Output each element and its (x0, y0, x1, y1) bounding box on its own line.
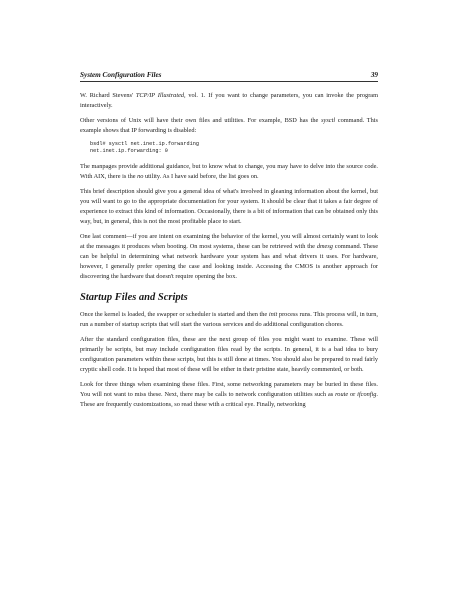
text-run: command. This example shows that IP forwarding is disabled: (80, 117, 378, 134)
book-title: TCP/IP Illustrated (135, 92, 185, 99)
text-run: Look for three things when examining these files. First, some networking parameters may be buried in these files. You will not want to miss these. Next, there may be calls to network configuration utilities such as (80, 381, 378, 398)
command-name: sysctl (321, 117, 336, 124)
text-run: process runs. This process will, in turn, run a number of startup scripts that will start the various services and do additional configuration chores. (80, 311, 379, 328)
command-name: route (335, 391, 349, 398)
text-run: Other versions of Unix will have their own files and utilities. For example, BSD has the (80, 117, 322, 124)
text-run: , vol. 1. If you want to change parameters, you can invoke the program interactively. (80, 92, 378, 109)
paragraph-6 (80, 310, 378, 330)
text-run: command. These can be helpful in determining what network hardware your system has and what drivers it uses. For hardware, however, I generally prefer opening the case and looking inside. Accessing the CMOS is another approach for discovering the hardware that doesn't require opening the box. (80, 243, 378, 280)
text-run: or (348, 391, 358, 398)
text-run: Once the kernel is loaded, the swapper or scheduler is started and then the (80, 311, 269, 318)
text-run: The manpages provide additional guidance, but to know what to change, you may have to delve into the source code. With AIX, there is the (80, 163, 378, 180)
paragraph-4: This brief description should give you a general idea of what's involved in gleaning information about the kernel, but you will want to go to the appropriate documentation for your system. It should be clear that it takes a fair degree of experience to extract this kind of information. Occasionally, there is a bit of information that can be obtained only this way, but, in general, this is not the most profitable place to start. (80, 188, 378, 225)
section-heading: Startup Files and Scripts (80, 292, 188, 303)
command-name: init (268, 311, 278, 318)
paragraph-8 (80, 380, 378, 410)
page-number: 39 (370, 71, 378, 79)
text-run: W. Richard Stevens' (80, 92, 136, 99)
running-head (80, 71, 378, 79)
page-body (80, 91, 378, 415)
code-example: bsdl# sysctl net.inet.ip.forwarding net.inet.ip.forwarding: 0 (90, 141, 199, 154)
running-head-title: System Configuration Files (80, 71, 162, 79)
text-run: . These are frequently customizations, so read these with a critical eye. Finally, networking (80, 391, 378, 408)
header-rule (80, 81, 378, 82)
text-run: utility. As I have said before, the list goes on. (143, 173, 259, 180)
command-name: dmesg (316, 243, 333, 250)
paragraph-5 (80, 232, 378, 282)
paragraph-3 (80, 162, 378, 182)
paragraph-1 (80, 91, 378, 111)
paragraph-7: After the standard configuration files, these are the next group of files you might want to examine. These will primarily be scripts, but may include configuration files read by the scripts. In general, it is a bad idea to bury configuration parameters within these scripts, but this is still done at times. You should also be prepared to read fairly cryptic shell code. It is hoped that most of these will be either in their pristine state, heavily commented, or both. (80, 336, 378, 373)
command-name: no (137, 173, 144, 180)
paragraph-2 (80, 116, 378, 136)
text-run: One last comment—if you are intent on examining the behavior of the kernel, you will almost certainly want to look at the messages it produces when booting. On most systems, these can be retrieved with the (80, 233, 378, 250)
command-name: ifconfig (357, 391, 377, 398)
